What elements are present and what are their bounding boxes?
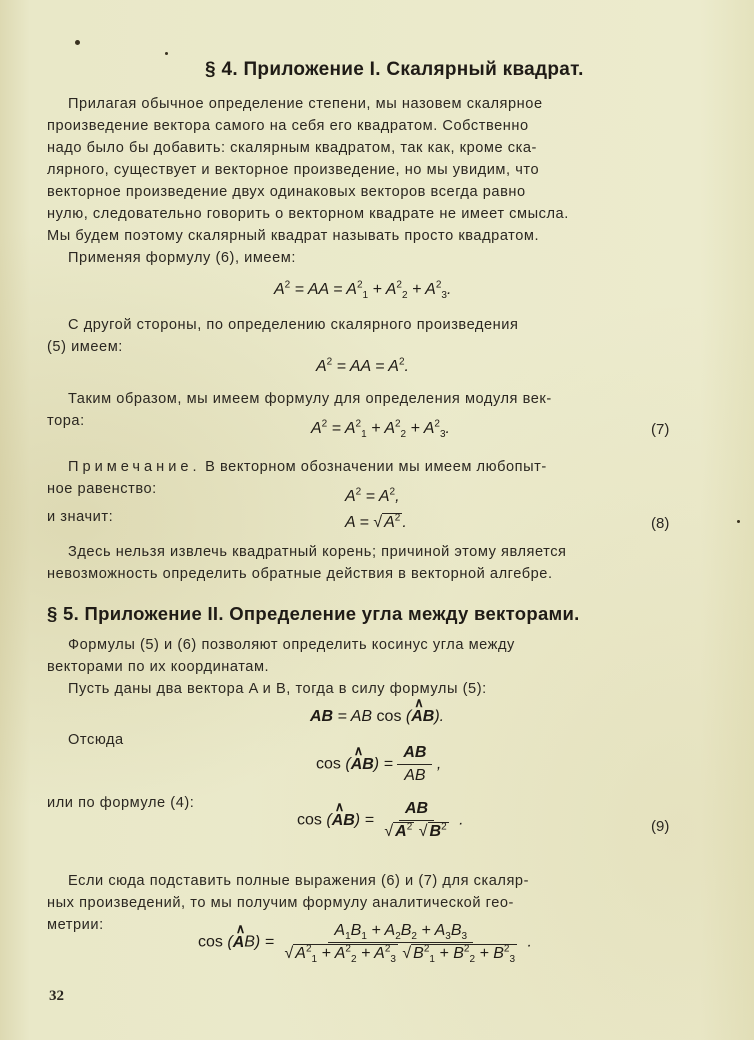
paragraph-line: нулю, следовательно говорить о векторном квадрате не имеет смысла. — [47, 206, 569, 222]
formula-scalar-square: $A^2$ = AA = $A^2_1 + A^2_2 + A^2_3$. — [274, 279, 452, 302]
section-5-heading: § 5. Приложение II. Определение угла между векторами. — [47, 603, 580, 624]
formula-dot-product: AB = AB cos (∧ AB). — [310, 708, 444, 726]
paragraph-line: Здесь нельзя извлечь квадратный корень; причиной этому является — [68, 544, 567, 560]
note-text: В векторном обозначении мы имеем любопыт- — [205, 459, 547, 475]
paragraph-line: С другой стороны, по определению скалярного произведения — [68, 317, 519, 333]
paragraph-line: лярного, существует и векторное произведение, но мы увидим, что — [47, 162, 540, 178]
paragraph-line: Отсюда — [68, 732, 124, 748]
paper-speck — [165, 52, 168, 55]
paper-speck — [737, 520, 740, 523]
paragraph-line — [47, 97, 669, 112]
equation-number: (8) — [651, 515, 670, 532]
formula-analytic-cosine: cos (∧ AB) = $\frac{A_1B_1 + A_2B_2 + A_3B_3}{√ A^2_1 + A^2_2 + A^2_3 √ B^2_1 + B^2_2 + B^2_3}$ . — [198, 922, 532, 963]
paragraph-line: и значит: — [47, 509, 114, 525]
paragraph-line: невозможность определить обратные действия в векторной алгебре. — [47, 566, 553, 582]
equation-number: (7) — [651, 421, 670, 438]
paragraph-line: Мы будем поэтому скалярный квадрат называть просто квадратом. — [47, 228, 540, 244]
paragraph-line: (5) имеем: — [47, 339, 123, 355]
paragraph-line: Применяя формулу (6), имеем: — [68, 250, 296, 266]
paragraph-line: ное равенство: — [47, 481, 157, 497]
page-number: 32 — [49, 988, 64, 1004]
formula-cos-ratio: cos (∧ AB) = $\frac{AB}{AB}$ , — [316, 744, 441, 785]
paragraph-line: Если сюда подставить полные выражения (6) и (7) для скаляр- — [68, 873, 529, 889]
paragraph-line: произведение вектора самого на себя его квадратом. Собственно — [47, 118, 529, 134]
paragraph-line: Таким образом, мы имеем формулу для определения модуля век- — [68, 391, 552, 407]
formula-cos-sqrt: cos (∧ AB) = $\frac{AB}{√ A^2 √ B^2}$ . — [297, 800, 464, 841]
formula-vector-equality: $A^2 = A^2$, — [345, 486, 400, 505]
equation-number: (9) — [651, 818, 670, 835]
paragraph-line: векторами по их координатам. — [47, 659, 270, 675]
paragraph-line: Пусть даны два вектора A и B, тогда в силу формулы (5): — [68, 681, 487, 697]
paragraph-line: Формулы (5) и (6) позволяют определить косинус угла между — [68, 637, 515, 653]
formula-modulus: $A^2 = A^2_1 + A^2_2 + A^2_3$. — [311, 418, 450, 441]
paragraph-line: ных произведений, то мы получим формулу аналитической гео- — [47, 895, 514, 911]
note-label: Примечание. — [68, 459, 201, 475]
section-4-heading: § 4. Приложение I. Скалярный квадрат. — [205, 59, 584, 80]
paragraph-line: или по формуле (4): — [47, 795, 195, 811]
formula-sqrt: A = √ $A^2$ . — [345, 512, 407, 531]
paragraph-line: надо было бы добавить: скалярным квадратом, так как, кроме ска- — [47, 140, 537, 156]
text-line: Прилагая обычное определение степени, мы назовем скалярное — [68, 96, 543, 112]
formula-aa: $A^2$ = AA = $A^2$. — [316, 356, 409, 375]
paper-speck — [75, 40, 80, 45]
paragraph-line: векторное произведение двух одинаковых векторов всегда равно — [47, 184, 526, 200]
note-line — [68, 460, 547, 475]
paragraph-line: тора: — [47, 413, 85, 429]
paragraph-line: метрии: — [47, 917, 104, 933]
